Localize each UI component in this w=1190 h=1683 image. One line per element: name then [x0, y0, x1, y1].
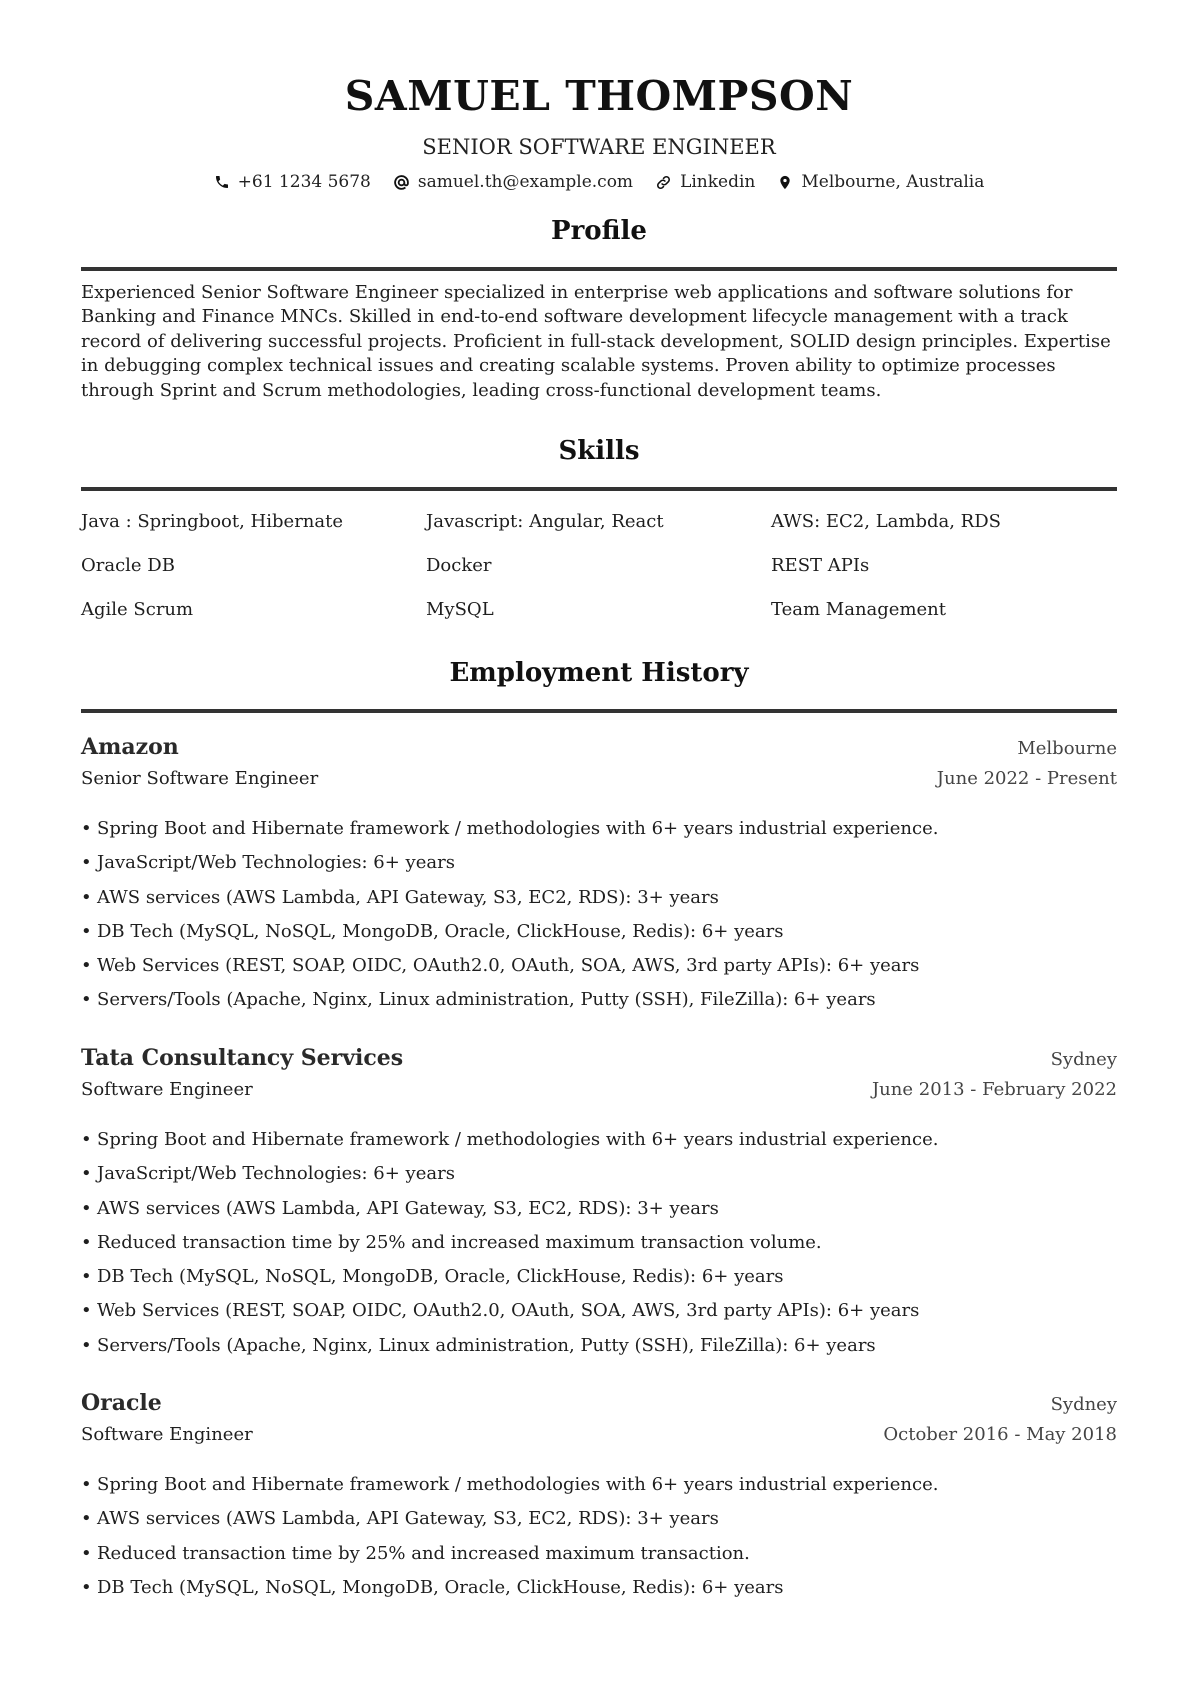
skill-item: MySQL: [426, 599, 494, 620]
skill-item: Oracle DB: [81, 555, 175, 576]
skill-item: Agile Scrum: [81, 599, 194, 620]
list-item: • AWS services (AWS Lambda, API Gateway, S3, EC2, RDS): 3+ years: [81, 1192, 1117, 1226]
list-item: • JavaScript/Web Technologies: 6+ years: [81, 846, 1117, 880]
list-item: • JavaScript/Web Technologies: 6+ years: [81, 1157, 1117, 1191]
contact-location-text: Melbourne, Australia: [801, 172, 985, 192]
job-location: Sydney: [1050, 1049, 1117, 1070]
skill-item: Java : Springboot, Hibernate: [81, 511, 344, 532]
contact-email[interactable]: [393, 170, 633, 194]
employment-heading: Employment History: [449, 658, 749, 688]
skills-grid: [81, 507, 1117, 639]
list-item: • Web Services (REST, SOAP, OIDC, OAuth2.0, OAuth, SOA, AWS, 3rd party APIs): 6+ years: [81, 1294, 1117, 1328]
job-role: Software Engineer: [81, 1424, 253, 1445]
list-item: • Reduced transaction time by 25% and increased maximum transaction volume.: [81, 1226, 1117, 1260]
list-item: • AWS services (AWS Lambda, API Gateway, S3, EC2, RDS): 3+ years: [81, 881, 1117, 915]
job-bullets: [81, 812, 1117, 1018]
job-entry-tcs: [81, 1043, 1117, 1363]
job-dates: October 2016 - May 2018: [883, 1424, 1117, 1445]
job-company: Oracle: [81, 1390, 162, 1416]
list-item: • Spring Boot and Hibernate framework / methodologies with 6+ years industrial experience.: [81, 1123, 1117, 1157]
job-location: Melbourne: [1017, 738, 1117, 759]
job-entry-oracle: [81, 1388, 1117, 1605]
skill-item: AWS: EC2, Lambda, RDS: [771, 511, 1001, 532]
list-item: • AWS services (AWS Lambda, API Gateway, S3, EC2, RDS): 3+ years: [81, 1502, 1117, 1536]
list-item: • Reduced transaction time by 25% and increased maximum transaction.: [81, 1537, 1117, 1571]
list-item: • Spring Boot and Hibernate framework / methodologies with 6+ years industrial experience.: [81, 1468, 1117, 1502]
job-location: Sydney: [1050, 1394, 1117, 1415]
list-item: • DB Tech (MySQL, NoSQL, MongoDB, Oracle, ClickHouse, Redis): 6+ years: [81, 1260, 1117, 1294]
candidate-name: SAMUEL THOMPSON: [344, 72, 854, 120]
contact-linkedin[interactable]: [655, 170, 755, 194]
link-icon: [655, 174, 672, 191]
profile-summary: Experienced Senior Software Engineer specialized in enterprise web applications and software solutions for Banking and Finance MNCs. Skilled in end-to-end software development lifecycle management with a track record of delivering successful projects. Proficient in full-stack development, SOLID design principles. Expertise in debugging complex technical issues and creating scalable systems. Proven ability to optimize processes through Sprint and Scrum methodologies, leading cross-functional development teams.: [81, 282, 1111, 401]
list-item: • DB Tech (MySQL, NoSQL, MongoDB, Oracle, ClickHouse, Redis): 6+ years: [81, 1571, 1117, 1605]
employment-divider: [81, 709, 1117, 713]
list-item: • Servers/Tools (Apache, Nginx, Linux administration, Putty (SSH), FileZilla): 6+ years: [81, 1329, 1117, 1363]
list-item: • Web Services (REST, SOAP, OIDC, OAuth2.0, OAuth, SOA, AWS, 3rd party APIs): 6+ years: [81, 949, 1117, 983]
list-item: • Servers/Tools (Apache, Nginx, Linux administration, Putty (SSH), FileZilla): 6+ years: [81, 983, 1117, 1017]
contact-email-text: samuel.th@example.com: [417, 172, 634, 192]
skill-item: Team Management: [771, 599, 946, 620]
at-icon: [393, 174, 410, 191]
contact-phone[interactable]: [214, 170, 371, 194]
skills-heading: Skills: [558, 436, 640, 466]
job-company: Tata Consultancy Services: [81, 1045, 404, 1071]
job-dates: June 2013 - February 2022: [871, 1079, 1117, 1100]
location-pin-icon: [777, 174, 793, 191]
job-dates: June 2022 - Present: [936, 768, 1117, 789]
list-item: • Spring Boot and Hibernate framework / methodologies with 6+ years industrial experience.: [81, 812, 1117, 846]
contact-phone-text: +61 1234 5678: [237, 172, 371, 192]
job-bullets: [81, 1468, 1117, 1605]
job-bullets: [81, 1123, 1117, 1363]
job-role: Senior Software Engineer: [81, 768, 319, 789]
skill-item: Javascript: Angular, React: [426, 511, 664, 532]
contact-bar: [81, 170, 1117, 194]
skills-divider: [81, 487, 1117, 491]
job-company: Amazon: [81, 734, 179, 760]
profile-heading: Profile: [551, 216, 647, 246]
job-entry-amazon: [81, 732, 1117, 1018]
contact-location: [777, 170, 984, 194]
contact-linkedin-text: Linkedin: [680, 172, 756, 192]
candidate-title: SENIOR SOFTWARE ENGINEER: [422, 135, 776, 159]
job-role: Software Engineer: [81, 1079, 253, 1100]
skill-item: Docker: [426, 555, 492, 576]
list-item: • DB Tech (MySQL, NoSQL, MongoDB, Oracle, ClickHouse, Redis): 6+ years: [81, 915, 1117, 949]
profile-divider: [81, 267, 1117, 271]
skill-item: REST APIs: [771, 555, 870, 576]
phone-icon: [214, 174, 230, 190]
